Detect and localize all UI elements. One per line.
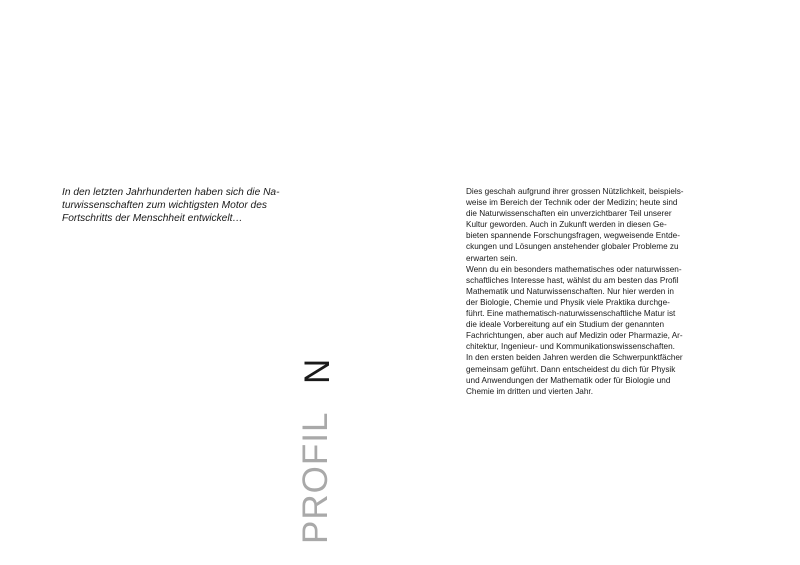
body-line: ckungen und Lösungen anstehender globaler Probleme zu xyxy=(466,242,679,252)
body-line: Wenn du ein besonders mathematisches oder naturwissen- xyxy=(466,264,682,274)
body-line: und Anwendungen der Mathematik oder für Biologie und xyxy=(466,375,671,385)
profile-letter: N xyxy=(298,358,337,384)
body-line: führt. Eine mathematisch-naturwissenschaftliche Matur ist xyxy=(466,309,676,319)
intro-line: turwissenschaften zum wichtigsten Motor des xyxy=(62,200,267,212)
body-line: In den ersten beiden Jahren werden die Schwerpunktfächer xyxy=(466,353,683,363)
body-line: Fachrichtungen, aber auch auf Medizin oder Pharmazie, Ar- xyxy=(466,331,683,341)
body-line: chitektur, Ingenieur- und Kommunikationswissenschaften. xyxy=(466,342,675,352)
body-line: Dies geschah aufgrund ihrer grossen Nützlichkeit, beispiels- xyxy=(466,187,684,196)
body-line: weise im Bereich der Technik oder der Medizin; heute sind xyxy=(466,198,678,208)
body-line: die ideale Vorbereitung auf ein Studium der genannten xyxy=(466,320,665,330)
body-line: die Naturwissenschaften ein unverzichtbarer Teil unserer xyxy=(466,209,672,219)
body-text xyxy=(466,186,746,397)
body-line: der Biologie, Chemie und Physik viele Praktika durchge- xyxy=(466,297,670,307)
body-line: Kultur geworden. Auch in Zukunft werden in diesen Ge- xyxy=(466,220,667,230)
body-line: bieten spannende Forschungsfragen, wegweisende Entde- xyxy=(466,231,680,241)
body-line: gemeinsam geführt. Dann entscheidest du dich für Physik xyxy=(466,364,676,374)
body-line: schaftliches Interesse hast, wählst du am besten das Profil xyxy=(466,275,679,285)
profile-heading xyxy=(296,346,336,546)
intro-text xyxy=(62,186,324,226)
intro-line: In den letzten Jahrhunderten haben sich die Na- xyxy=(62,187,280,198)
body-line: erwarten sein. xyxy=(466,253,518,263)
profile-word: PROFIL xyxy=(296,411,335,544)
intro-line: Fortschritts der Menschheit entwickelt… xyxy=(62,213,243,225)
body-line: Chemie im dritten und vierten Jahr. xyxy=(466,386,593,396)
body-line: Mathematik und Naturwissenschaften. Nur hier werden in xyxy=(466,286,674,296)
